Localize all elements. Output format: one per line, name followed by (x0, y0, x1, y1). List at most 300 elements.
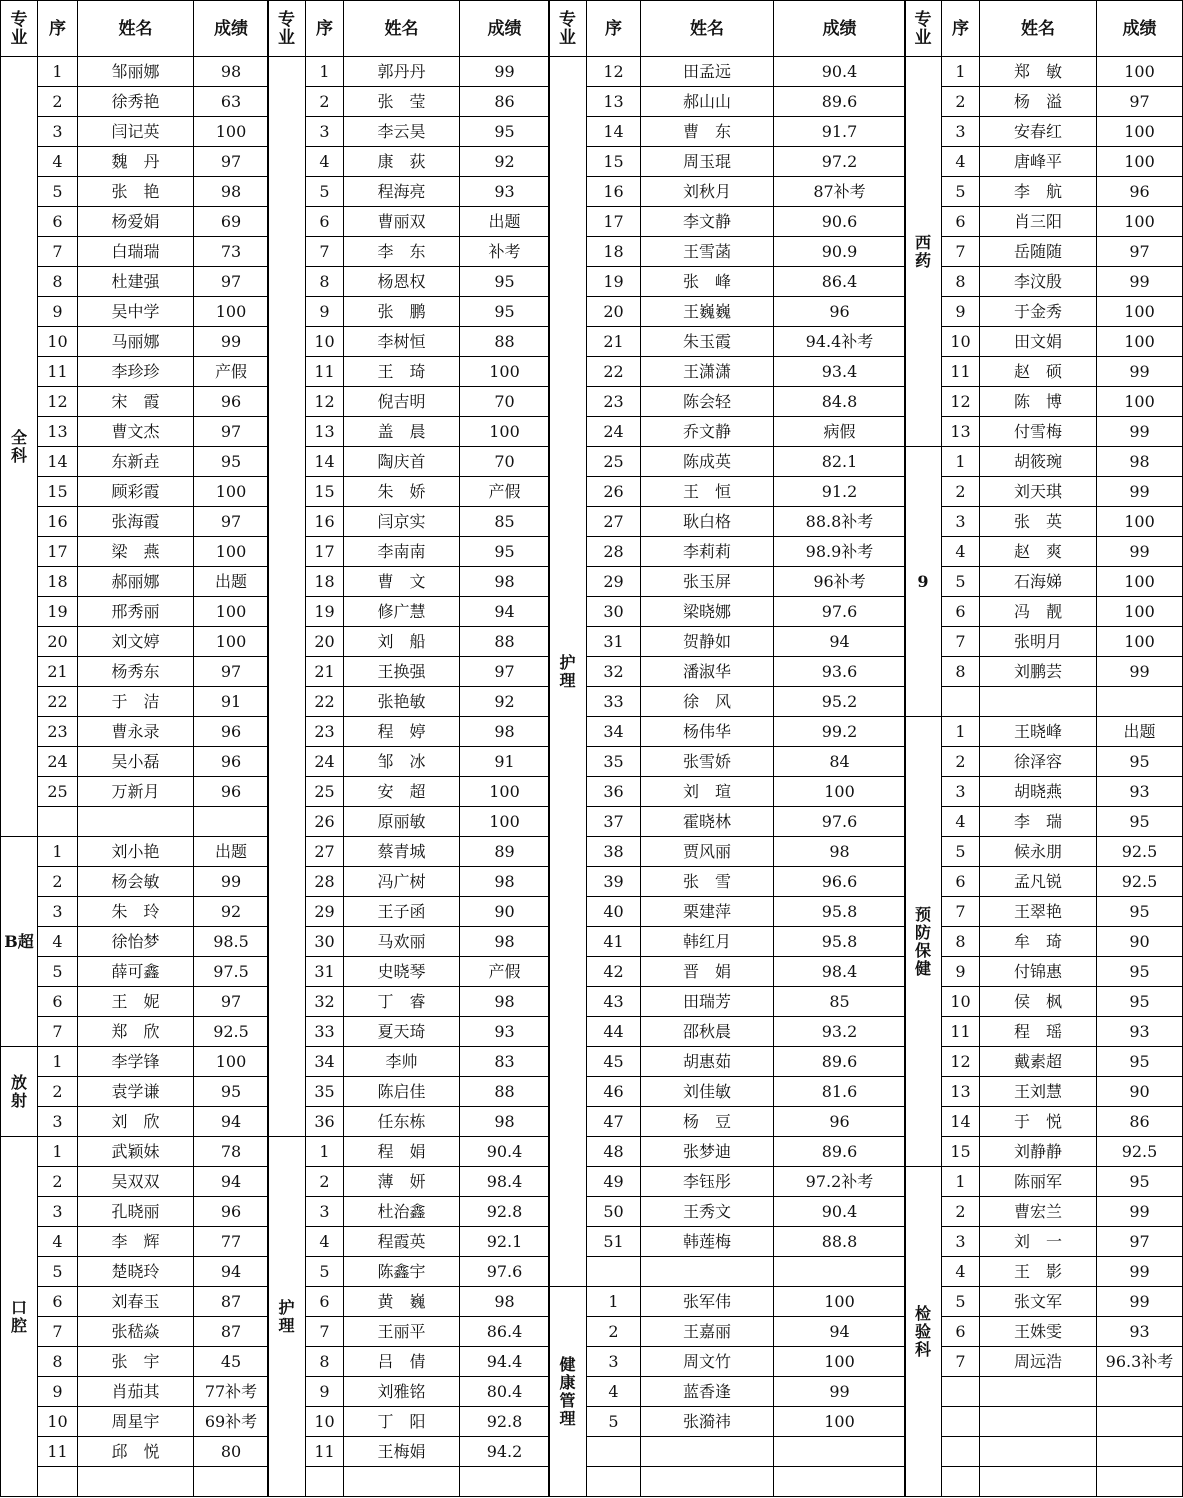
name-cell: 曹 东 (641, 117, 774, 147)
score-cell: 94 (774, 1317, 906, 1347)
table-row (549, 1317, 906, 1347)
name-cell: 杜建强 (78, 267, 194, 297)
table-row (549, 57, 906, 87)
header-major: 专 业 (268, 1, 306, 57)
table-row (905, 1467, 1183, 1497)
table-row (1, 837, 269, 867)
name-cell: 肖茄其 (78, 1377, 194, 1407)
score-cell: 91 (194, 687, 269, 717)
name-cell: 吴中学 (78, 297, 194, 327)
score-cell: 95 (1097, 807, 1183, 837)
score-cell: 100 (1097, 597, 1183, 627)
table-row (268, 1017, 550, 1047)
score-cell: 91 (460, 747, 550, 777)
score-cell: 100 (460, 417, 550, 447)
table-row (905, 1347, 1183, 1377)
score-cell: 89.6 (774, 87, 906, 117)
table-row (268, 807, 550, 837)
seq-cell: 21 (306, 657, 344, 687)
name-cell: 朱 娇 (344, 477, 460, 507)
table-row (549, 657, 906, 687)
name-cell: 梁 燕 (78, 537, 194, 567)
seq-cell: 24 (306, 747, 344, 777)
seq-cell: 33 (306, 1017, 344, 1047)
table-row (905, 897, 1183, 927)
table-row (1, 567, 269, 597)
table-row (549, 267, 906, 297)
score-cell: 100 (774, 777, 906, 807)
table-row (1, 537, 269, 567)
seq-cell: 2 (942, 747, 980, 777)
seq-cell (38, 807, 78, 837)
score-cell: 96 (774, 1107, 906, 1137)
table-row (1, 717, 269, 747)
score-cell: 96 (1097, 177, 1183, 207)
table-row (549, 1077, 906, 1107)
seq-cell: 47 (587, 1107, 641, 1137)
score-cell: 92.1 (460, 1227, 550, 1257)
seq-cell: 2 (942, 1197, 980, 1227)
name-cell: 李帅 (344, 1047, 460, 1077)
table-row (905, 1107, 1183, 1137)
seq-cell: 34 (587, 717, 641, 747)
name-cell: 安春红 (980, 117, 1097, 147)
table-row (905, 987, 1183, 1017)
score-cell: 88 (460, 327, 550, 357)
name-cell: 王巍巍 (641, 297, 774, 327)
score-cell: 97 (194, 987, 269, 1017)
table-row (268, 267, 550, 297)
table-row (1, 177, 269, 207)
table-row (905, 627, 1183, 657)
seq-cell: 44 (587, 1017, 641, 1047)
name-cell: 肖三阳 (980, 207, 1097, 237)
score-cell: 92.5 (194, 1017, 269, 1047)
score-cell: 95 (1097, 897, 1183, 927)
score-cell: 93.4 (774, 357, 906, 387)
score-cell: 96 (194, 747, 269, 777)
name-cell: 康 荻 (344, 147, 460, 177)
name-cell: 李 东 (344, 237, 460, 267)
table-row (905, 297, 1183, 327)
name-cell: 胡筱琬 (980, 447, 1097, 477)
name-cell (344, 1467, 460, 1497)
score-cell: 69补考 (194, 1407, 269, 1437)
score-cell: 84.8 (774, 387, 906, 417)
name-cell: 陈成英 (641, 447, 774, 477)
score-cell: 92.5 (1097, 867, 1183, 897)
seq-cell: 7 (38, 1017, 78, 1047)
name-cell: 王 妮 (78, 987, 194, 1017)
score-cell: 97 (194, 657, 269, 687)
seq-cell: 11 (942, 357, 980, 387)
seq-cell: 1 (38, 1047, 78, 1077)
name-cell: 张嵇焱 (78, 1317, 194, 1347)
seq-cell: 2 (306, 1167, 344, 1197)
seq-cell: 13 (38, 417, 78, 447)
name-cell: 蔡青城 (344, 837, 460, 867)
header-seq: 序 (38, 1, 78, 57)
table-row (1, 1077, 269, 1107)
name-cell: 张 艳 (78, 177, 194, 207)
seq-cell: 41 (587, 927, 641, 957)
major-label: 护 理 (549, 57, 587, 1287)
name-cell: 吴小磊 (78, 747, 194, 777)
name-cell: 刘秋月 (641, 177, 774, 207)
table-row (549, 927, 906, 957)
score-cell: 97 (194, 267, 269, 297)
score-table-col-3 (548, 0, 906, 1497)
score-cell: 100 (1097, 627, 1183, 657)
table-row (1, 237, 269, 267)
name-cell: 倪吉明 (344, 387, 460, 417)
score-cell: 93 (1097, 777, 1183, 807)
table-row (549, 1467, 906, 1497)
seq-cell: 35 (587, 747, 641, 777)
major-label: 预 防 保 健 (905, 717, 942, 1167)
score-cell: 88.8 (774, 1227, 906, 1257)
seq-cell: 30 (306, 927, 344, 957)
seq-cell: 8 (38, 1347, 78, 1377)
header-name: 姓名 (980, 1, 1097, 57)
table-row (1, 1347, 269, 1377)
table-row (268, 297, 550, 327)
score-cell: 78 (194, 1137, 269, 1167)
major-label: 检 验 科 (905, 1167, 942, 1497)
score-cell: 96 (194, 387, 269, 417)
table-row (268, 147, 550, 177)
table-row (268, 117, 550, 147)
table-row (268, 597, 550, 627)
score-cell: 出题 (194, 567, 269, 597)
seq-cell: 21 (587, 327, 641, 357)
seq-cell: 5 (942, 837, 980, 867)
name-cell: 丁 睿 (344, 987, 460, 1017)
name-cell: 张 雪 (641, 867, 774, 897)
score-cell: 出题 (460, 207, 550, 237)
seq-cell (38, 1467, 78, 1497)
seq-cell: 11 (942, 1017, 980, 1047)
seq-cell: 7 (306, 1317, 344, 1347)
seq-cell: 1 (38, 837, 78, 867)
name-cell: 孟凡锐 (980, 867, 1097, 897)
seq-cell: 3 (942, 507, 980, 537)
score-cell: 100 (1097, 147, 1183, 177)
name-cell: 白瑞瑞 (78, 237, 194, 267)
seq-cell: 1 (38, 57, 78, 87)
score-cell: 80 (194, 1437, 269, 1467)
seq-cell: 3 (38, 117, 78, 147)
score-cell: 92.5 (1097, 1137, 1183, 1167)
header-score: 成绩 (194, 1, 269, 57)
name-cell: 唐峰平 (980, 147, 1097, 177)
name-cell: 刘 一 (980, 1227, 1097, 1257)
table-row (1, 57, 269, 87)
seq-cell: 4 (38, 147, 78, 177)
seq-cell: 6 (942, 597, 980, 627)
seq-cell: 10 (306, 327, 344, 357)
seq-cell: 11 (38, 357, 78, 387)
seq-cell: 9 (306, 297, 344, 327)
table-row (268, 687, 550, 717)
name-cell: 王 恒 (641, 477, 774, 507)
name-cell: 朱玉霞 (641, 327, 774, 357)
table-row (268, 1377, 550, 1407)
table-row (1, 147, 269, 177)
seq-cell: 4 (38, 927, 78, 957)
major-label: B超 (1, 837, 38, 1047)
table-row (268, 627, 550, 657)
name-cell: 王梅娟 (344, 1437, 460, 1467)
score-cell (774, 1437, 906, 1467)
table-row (1, 477, 269, 507)
score-cell: 97 (1097, 87, 1183, 117)
name-cell: 顾彩霞 (78, 477, 194, 507)
seq-cell: 51 (587, 1227, 641, 1257)
score-cell: 90.9 (774, 237, 906, 267)
score-cell: 88 (460, 1077, 550, 1107)
header-score: 成绩 (1097, 1, 1183, 57)
score-cell: 100 (1097, 327, 1183, 357)
score-cell: 99 (1097, 537, 1183, 567)
name-cell: 于金秀 (980, 297, 1097, 327)
seq-cell: 17 (306, 537, 344, 567)
table-row (1, 807, 269, 837)
major-label: 全 科 (1, 57, 38, 837)
score-cell: 95 (1097, 1047, 1183, 1077)
table-row (905, 447, 1183, 477)
seq-cell: 18 (306, 567, 344, 597)
seq-cell: 8 (38, 267, 78, 297)
name-cell: 郭丹丹 (344, 57, 460, 87)
table-row (268, 207, 550, 237)
seq-cell: 1 (38, 1137, 78, 1167)
seq-cell: 23 (306, 717, 344, 747)
score-cell: 100 (460, 357, 550, 387)
seq-cell: 6 (38, 1287, 78, 1317)
score-cell: 92.8 (460, 1197, 550, 1227)
name-cell: 郑 欣 (78, 1017, 194, 1047)
seq-cell: 12 (306, 387, 344, 417)
table-row (549, 567, 906, 597)
name-cell: 李汶殷 (980, 267, 1097, 297)
table-row (905, 207, 1183, 237)
seq-cell: 2 (306, 87, 344, 117)
seq-cell: 27 (587, 507, 641, 537)
name-cell: 孔晓丽 (78, 1197, 194, 1227)
score-cell: 100 (774, 1407, 906, 1437)
score-cell: 98.9补考 (774, 537, 906, 567)
header-major: 专 业 (905, 1, 942, 57)
table-row (905, 1287, 1183, 1317)
seq-cell: 20 (306, 627, 344, 657)
name-cell: 曹永录 (78, 717, 194, 747)
table-row (1, 597, 269, 627)
seq-cell: 14 (587, 117, 641, 147)
seq-cell: 2 (38, 1077, 78, 1107)
score-cell: 补考 (460, 237, 550, 267)
name-cell: 戴素超 (980, 1047, 1097, 1077)
name-cell: 刘佳敏 (641, 1077, 774, 1107)
score-cell: 98 (460, 1287, 550, 1317)
table-row (905, 1437, 1183, 1467)
seq-cell: 9 (38, 297, 78, 327)
name-cell: 薛可鑫 (78, 957, 194, 987)
table-row (905, 1047, 1183, 1077)
seq-cell: 26 (306, 807, 344, 837)
table-row (268, 927, 550, 957)
name-cell: 郝山山 (641, 87, 774, 117)
score-cell: 86.4 (774, 267, 906, 297)
table-row (905, 1227, 1183, 1257)
seq-cell: 13 (942, 1077, 980, 1107)
table-row (549, 297, 906, 327)
score-table-col-4 (904, 0, 1183, 1497)
seq-cell: 4 (942, 537, 980, 567)
name-cell: 刘静静 (980, 1137, 1097, 1167)
name-cell: 贺静如 (641, 627, 774, 657)
score-cell: 97.2补考 (774, 1167, 906, 1197)
table-row (268, 987, 550, 1017)
score-cell: 92 (460, 687, 550, 717)
name-cell: 李钰彤 (641, 1167, 774, 1197)
score-cell: 92 (460, 147, 550, 177)
name-cell: 魏 丹 (78, 147, 194, 177)
seq-cell: 19 (587, 267, 641, 297)
score-cell: 99 (1097, 267, 1183, 297)
table-row (905, 477, 1183, 507)
table-row (268, 1167, 550, 1197)
score-cell: 100 (1097, 297, 1183, 327)
name-cell: 李文静 (641, 207, 774, 237)
header-seq: 序 (587, 1, 641, 57)
table-row (549, 1017, 906, 1047)
name-cell: 杨爱娟 (78, 207, 194, 237)
score-cell: 99.2 (774, 717, 906, 747)
seq-cell: 2 (38, 867, 78, 897)
table-row (1, 657, 269, 687)
name-cell: 赵 硕 (980, 357, 1097, 387)
seq-cell: 50 (587, 1197, 641, 1227)
score-cell: 89.6 (774, 1137, 906, 1167)
name-cell: 李 航 (980, 177, 1097, 207)
seq-cell: 7 (942, 897, 980, 927)
score-cell: 89.6 (774, 1047, 906, 1077)
table-row (549, 627, 906, 657)
seq-cell: 14 (38, 447, 78, 477)
table-row (905, 387, 1183, 417)
seq-cell: 5 (38, 957, 78, 987)
table-row (1, 1467, 269, 1497)
table-row (268, 477, 550, 507)
major-label: 口 腔 (1, 1137, 38, 1497)
name-cell: 栗建萍 (641, 897, 774, 927)
name-cell: 刘春玉 (78, 1287, 194, 1317)
seq-cell: 49 (587, 1167, 641, 1197)
score-cell: 产假 (460, 957, 550, 987)
seq-cell: 37 (587, 807, 641, 837)
seq-cell: 3 (38, 1107, 78, 1137)
seq-cell: 10 (38, 327, 78, 357)
table-row (1, 687, 269, 717)
seq-cell: 8 (942, 927, 980, 957)
seq-cell: 12 (942, 387, 980, 417)
seq-cell: 16 (306, 507, 344, 537)
name-cell: 马丽娜 (78, 327, 194, 357)
score-cell: 99 (1097, 1257, 1183, 1287)
table-row (1, 1437, 269, 1467)
name-cell: 陈会轻 (641, 387, 774, 417)
name-cell: 刘雅铭 (344, 1377, 460, 1407)
table-row (905, 777, 1183, 807)
table-row (1, 387, 269, 417)
name-cell: 徐秀艳 (78, 87, 194, 117)
seq-cell: 16 (38, 507, 78, 537)
name-cell: 王翠艳 (980, 897, 1097, 927)
score-cell: 69 (194, 207, 269, 237)
score-cell: 100 (1097, 207, 1183, 237)
name-cell: 史晓琴 (344, 957, 460, 987)
seq-cell: 19 (38, 597, 78, 627)
table-row (905, 747, 1183, 777)
seq-cell: 2 (942, 477, 980, 507)
major-label: 健 康 管 理 (549, 1287, 587, 1497)
seq-cell: 24 (38, 747, 78, 777)
score-cell: 94 (194, 1107, 269, 1137)
table-row (268, 1407, 550, 1437)
seq-cell: 38 (587, 837, 641, 867)
score-cell: 45 (194, 1347, 269, 1377)
table-row (1, 1197, 269, 1227)
name-cell: 薄 妍 (344, 1167, 460, 1197)
name-cell: 王潇潇 (641, 357, 774, 387)
seq-cell: 36 (306, 1107, 344, 1137)
table-row (1, 927, 269, 957)
table-row (1, 1377, 269, 1407)
score-cell: 94.4补考 (774, 327, 906, 357)
table-row (549, 1197, 906, 1227)
name-cell: 李南南 (344, 537, 460, 567)
score-cell: 95 (1097, 987, 1183, 1017)
seq-cell: 3 (942, 117, 980, 147)
seq-cell: 6 (38, 207, 78, 237)
score-cell: 93 (460, 1017, 550, 1047)
table-row (905, 1197, 1183, 1227)
name-cell: 周玉琨 (641, 147, 774, 177)
table-row (1, 1017, 269, 1047)
seq-cell: 3 (942, 1227, 980, 1257)
score-cell: 77 (194, 1227, 269, 1257)
score-cell: 100 (194, 537, 269, 567)
name-cell: 赵 爽 (980, 537, 1097, 567)
name-cell: 任东栋 (344, 1107, 460, 1137)
score-cell: 98.5 (194, 927, 269, 957)
score-cell: 96.6 (774, 867, 906, 897)
table-row (1, 957, 269, 987)
score-cell: 97.6 (774, 597, 906, 627)
seq-cell: 1 (306, 57, 344, 87)
major-label: 护 理 (268, 1137, 306, 1497)
seq-cell: 7 (306, 237, 344, 267)
table-row (905, 1077, 1183, 1107)
name-cell: 李树恒 (344, 327, 460, 357)
score-cell: 92.8 (460, 1407, 550, 1437)
table-row (549, 207, 906, 237)
seq-cell: 5 (942, 177, 980, 207)
seq-cell: 18 (587, 237, 641, 267)
table-row (549, 387, 906, 417)
table-row (268, 1197, 550, 1227)
